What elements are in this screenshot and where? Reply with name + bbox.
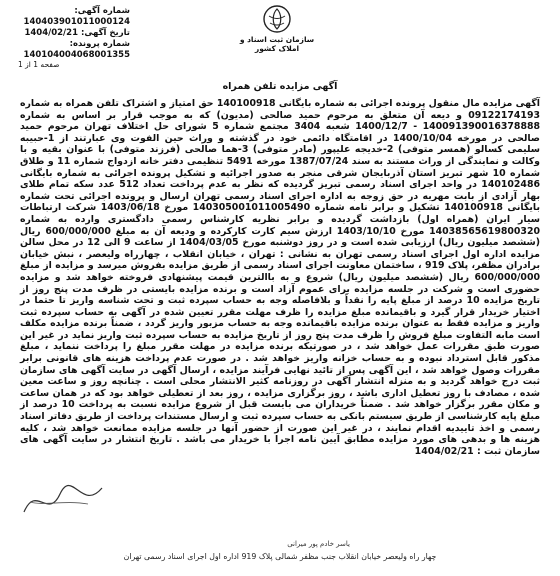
- case-number-row: [8, 39, 130, 61]
- ad-date-label: تاریخ آگهی:: [80, 28, 130, 38]
- signature-stamp: [18, 472, 108, 526]
- office-address: چهار راه ولیعصر خیابان انقلاب جنب مظفر شمالی پلاک 919 اداره اول اجرای اسناد رسمی تهران: [123, 552, 437, 561]
- notice-meta: [8, 6, 130, 61]
- case-number-value: 140104004068001355: [23, 50, 130, 60]
- ad-number-label: شماره آگهی:: [74, 6, 130, 16]
- organization-emblem: [236, 4, 318, 60]
- page-indicator: صفحه 1 از 1: [18, 60, 60, 69]
- emblem-icon: [262, 4, 292, 34]
- ad-date-row: [8, 28, 130, 39]
- notice-title: آگهی مزایده تلفن همراه: [222, 81, 338, 92]
- case-number-label: شماره پرونده:: [69, 39, 130, 49]
- signatory-name: یاسر خادم پور میرانی: [287, 540, 350, 548]
- ad-date-value: 1404/02/21: [24, 28, 78, 38]
- ad-number-row: [8, 6, 130, 28]
- ad-number-value: 140403901011000124: [23, 17, 130, 27]
- organization-name: سازمان ثبت اسناد و املاک کشور: [239, 35, 315, 53]
- notice-body: آگهی مزایده مال منقول پرونده اجرائی به شماره بایگانی 140100918 حق امتیاز و اشتراک تلفن همراه به شماره 09122174193 و دیعه آن متعلق به مرحوم حمید صالحی (مدیون) که به موجب قرار بر اساس به شماره 140091390016378888 - 1400/12/7 شعبه 3404 مجتمع شماره 5 شورای حل اختلاف تهران مرحوم حمید صالحی در مورخه 1400/10/04 در اقامتگاه دائمی خود در گذشته و وراث حین الفوت وی عبارتند از 1-حبیبه سلیمی کسالو (همسر متوفی) 2-خدیجه علیپور (مادر متوفی) 3-هما صالحی (فرزند متوفی) با عنوان بقیه و با وکالت و نمایندگی از وراث مستند به سند 1387/07/24 مورخه 5491 تنظیمی دفتر خانه ازدواج شماره 11 و طلاق شماره 10 شهر تبریز استان آذربایجان شرقی منجر به صدور اجرائیه و تشکیل پرونده اجرائی به شماره بایگانی 140102486 در واحد اجرای اسناد رسمی تبریز گردیده که نظر به عدم پرداخت تعداد 512 عدد سکه تمام طلای بهار آزادی از بابت مهریه در حق زوجه به اداره اجرای اسناد رسمی تهران ارسال و پرونده اجرائی تحت شماره بایگانی 140100918 تشکیل و برابر نامه شماره 140305001011005490 مورخ 1403/06/18 شرکت ارتباطات سیار ایران (همراه اول) بازداشت گردیده و برابر نظریه کارشناس رسمی دادگستری وارده به شماره 14038565619800320 مورخ 1403/10/10 ارزش سیم کارت کارکرده و ودیعه آن به مبلغ 600/000/000 ریال (ششصد میلیون ریال) ارزیابی شده است و در روز دوشنبه مورخ 1404/03/05 از ساعت 9 الی 12 در محل سالن مزایده اداره اول اجرای اسناد رسمی تهران به نشانی : تهران ، خیابان انقلاب ، چهارراه ولیعصر ، نبش خیابان برادران مظفر، پلاک 919 ، ساختمان معاونت اجرای اسناد رسمی از طریق مزایده بفروش میرسد و مزایده از مبلغ 600/000/000 ریال (ششصد میلیون ریال) شروع و به باالترین قیمت پیشنهادی فروخته خواهد شد و مزایده حضوری است و شرکت در جلسه مزایده برای عموم آزاد است و برنده مزایده بایستی در ظرف مدت پنج روز از تاریخ مزایده 10 درصد از مبلغ پایه را نقداً و بلافاصله وجه به حساب سپرده ثبت و تحت شناسه واریز تا حتما در اختیار خریدار قرار گیرد و باقیمانده مبلغ مزایده را ظرف مهلت مقرر تعیین شده در آگهی به حساب سپرده ثبت واریز و مزایده فقط به عنوان برنده مزایده باقیمانده وجه به حساب مزبور واریز گردد ، ضمناً برنده مزایده مکلف است مابه التفاوت مبلغ فروش را ظرف مدت پنج روز از تاریخ مزایده به حساب سپرده ثبت واریز نماید در غیر این صورت طبق مقررات عمل خواهد شد ، در صورتیکه برنده مزایده در مهلت مقرر مبلغ را پرداخت ننماید ، مبلغ مذکور قابل استرداد نبوده و به حساب خزانه واریز خواهد شد . در صورت عدم پرداخت هزینه های قانونی برابر مقررات وصول خواهد شد ، این آگهی پس از تائید نهایی فرآیند مزایده ، ارسال آگهی در سایت آگهی های سازمان ثبت درج خواهد گردید و به منزله انتشار آگهی در روزنامه کثیر الانتشار محلی است . چنانچه روز و ساعت معین شده ، مصادف با روز تعطیل اداری باشد ، روز برگزاری مزایده ، روز بعد از تعطیلی خواهد بود که در همان ساعت و مکان مقرر برگزار خواهد شد . ضمناً خریداران می بایست قبل از شروع مزایده نسبت به پرداخت 10 درصد از مبلغ پایه کارشناسی از طریق سیستم بانکی به حساب سپرده ثبت و ارسال مستندات پرداخت از طریق دفاتر اسناد رسمی و اخذ تاییدیه اقدام نمایند ، در غیر این صورت از حضور آنها در جلسه مزایده ممانعت خواهد شد ، کلیه هزینه ها و بدهی های مورد مزایده مطابق آیین نامه اجرا با خریدار می باشد . تاریخ انتشار در سایت آگهی های سازمان ثبت : 1404/02/21: [20, 98, 541, 457]
